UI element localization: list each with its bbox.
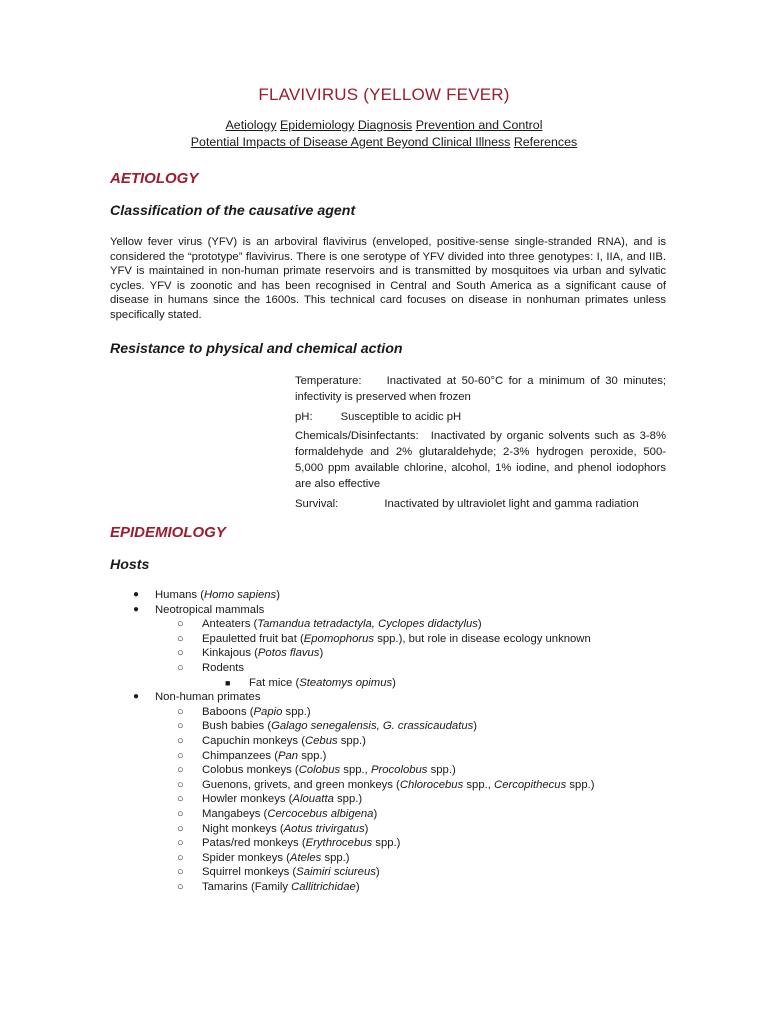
bullet-icon: ○ bbox=[177, 662, 184, 674]
bullet-icon: ○ bbox=[177, 881, 184, 893]
host-list-item-text: Epauletted fruit bat (Epomophorus spp.), but role in disease ecology unknown bbox=[202, 632, 591, 645]
bullet-icon: ○ bbox=[177, 837, 184, 850]
section-nav-row-1 bbox=[0, 118, 768, 132]
host-list-item-text: Bush babies (Galago senegalensis, G. crassicaudatus) bbox=[202, 720, 478, 733]
bullet-icon: ○ bbox=[177, 647, 184, 660]
host-list-item bbox=[177, 632, 591, 647]
survival-value: Inactivated by ultraviolet light and gamma radiation bbox=[384, 497, 639, 510]
bullet-icon: ● bbox=[133, 691, 140, 703]
host-list-item bbox=[133, 603, 264, 618]
bullet-icon: ○ bbox=[177, 866, 184, 879]
classification-paragraph: Yellow fever virus (YFV) is an arboviral flavivirus (enveloped, positive-sense single-stranded RNA), and is considered the “prototype” flavivirus. There is one serotype of YFV divided into three genotypes: I, IIA, and IIB. YFV is maintained in non-human primate reservoirs and is transmitted by mosquitoes via urban and sylvatic cycles. YFV is zoonotic and has been recognised in Central and South America as a significant cause of disease in humans since the 1600s. This technical card focuses on disease in nonhuman primates unless specifically stated. bbox=[110, 236, 666, 321]
nav-link-aetiology[interactable]: Aetiology bbox=[225, 118, 277, 132]
heading-hosts: Hosts bbox=[110, 557, 150, 573]
bullet-icon: ○ bbox=[177, 808, 184, 820]
host-list-item-text: Howler monkeys (Alouatta spp.) bbox=[202, 793, 363, 806]
host-list-item-text: Night monkeys (Aotus trivirgatus) bbox=[202, 822, 369, 835]
host-list-item bbox=[177, 851, 350, 866]
bullet-icon: ○ bbox=[177, 735, 184, 747]
survival-label: Survival: bbox=[295, 497, 339, 510]
host-list-item bbox=[177, 734, 366, 749]
resistance-chemicals bbox=[295, 429, 666, 492]
resistance-survival bbox=[295, 497, 666, 513]
nav-link-diagnosis[interactable]: Diagnosis bbox=[357, 118, 413, 132]
bullet-icon: ○ bbox=[177, 618, 184, 631]
bullet-icon: ■ bbox=[225, 677, 231, 688]
host-list-item bbox=[177, 705, 311, 720]
host-list-item bbox=[177, 661, 244, 676]
host-list-item-text: Mangabeys (Cercocebus albigena) bbox=[202, 808, 378, 820]
resistance-temperature bbox=[295, 374, 666, 406]
host-list-item-text: Colobus monkeys (Colobus spp., Procolobus spp.) bbox=[202, 764, 456, 777]
host-list-item bbox=[177, 880, 360, 895]
host-list-item-text: Anteaters (Tamandua tetradactyla, Cyclopes didactylus) bbox=[202, 618, 482, 631]
host-list-item-text: Neotropical mammals bbox=[155, 603, 265, 616]
host-list-item bbox=[177, 792, 362, 807]
chemicals-label: Chemicals/Disinfectants: bbox=[295, 430, 419, 443]
page-title: FLAVIVIRUS (YELLOW FEVER) bbox=[258, 85, 510, 104]
host-list-item bbox=[177, 763, 456, 778]
heading-aetiology: AETIOLOGY bbox=[110, 170, 199, 187]
bullet-icon: ○ bbox=[177, 851, 184, 864]
nav-link-impacts[interactable]: Potential Impacts of Disease Agent Beyond Clinical Illness bbox=[190, 135, 511, 149]
heading-epidemiology: EPIDEMIOLOGY bbox=[110, 524, 226, 541]
nav-link-prevention[interactable]: Prevention and Control bbox=[415, 118, 543, 132]
host-list-item-text: Non-human primates bbox=[155, 691, 261, 704]
section-nav-row-2 bbox=[0, 135, 768, 149]
nav-link-epidemiology[interactable]: Epidemiology bbox=[279, 118, 355, 132]
host-list-item-text: Humans (Homo sapiens) bbox=[155, 589, 280, 601]
bullet-icon: ○ bbox=[177, 822, 184, 835]
host-list-item-text: Baboons (Papio spp.) bbox=[202, 705, 311, 718]
host-list-item bbox=[133, 690, 260, 705]
bullet-icon: ○ bbox=[177, 705, 184, 718]
bullet-icon: ● bbox=[133, 603, 140, 615]
host-list-item bbox=[177, 646, 323, 661]
bullet-icon: ○ bbox=[177, 793, 184, 806]
host-list-item-text: Patas/red monkeys (Erythrocebus spp.) bbox=[202, 837, 401, 850]
host-list-item bbox=[177, 822, 368, 837]
host-list-item bbox=[225, 676, 396, 691]
host-list-item-text: Tamarins (Family Callitrichidae) bbox=[202, 881, 360, 893]
temperature-label: Temperature: bbox=[295, 375, 362, 387]
heading-classification: Classification of the causative agent bbox=[110, 203, 356, 219]
nav-link-references[interactable]: References bbox=[513, 135, 578, 149]
host-list-item-text: Chimpanzees (Pan spp.) bbox=[202, 749, 327, 762]
resistance-block bbox=[295, 374, 666, 516]
host-list-item-text: Rodents bbox=[202, 662, 245, 674]
host-list-item-text: Guenons, grivets, and green monkeys (Chlorocebus spp., Cercopithecus spp.) bbox=[202, 778, 595, 791]
host-list-item-text: Kinkajous (Potos flavus) bbox=[202, 647, 324, 660]
bullet-icon: ● bbox=[133, 589, 140, 600]
bullet-icon: ○ bbox=[177, 778, 184, 791]
heading-resistance: Resistance to physical and chemical action bbox=[110, 341, 403, 357]
host-list-item bbox=[177, 778, 595, 793]
host-list-item bbox=[133, 588, 280, 603]
host-list-item-text: Fat mice (Steatomys opimus) bbox=[249, 676, 396, 689]
temperature-value: Inactivated at 50-60°C for a minimum of 30 minutes; infectivity is preserved when frozen bbox=[295, 375, 666, 403]
host-list-item bbox=[177, 865, 380, 880]
chemicals-value: Inactivated by organic solvents such as 3-8% formaldehyde and 2% glutaraldehyde; 2-3% hydrogen peroxide, 500-5,000 ppm available chlorine, alcohol, 1% iodine, and phenol iodophors are also effective bbox=[295, 430, 666, 490]
host-list-item-text: Capuchin monkeys (Cebus spp.) bbox=[202, 735, 366, 747]
bullet-icon: ○ bbox=[177, 632, 184, 645]
host-list-item-text: Spider monkeys (Ateles spp.) bbox=[202, 851, 350, 864]
ph-value: Susceptible to acidic pH bbox=[340, 410, 462, 423]
bullet-icon: ○ bbox=[177, 764, 184, 777]
host-list-item bbox=[177, 617, 482, 632]
ph-label: pH: bbox=[295, 410, 313, 423]
host-list-item bbox=[177, 719, 477, 734]
bullet-icon: ○ bbox=[177, 720, 184, 733]
host-list-item-text: Squirrel monkeys (Saimiri sciureus) bbox=[202, 866, 380, 879]
host-list-item bbox=[177, 749, 326, 764]
host-list-item bbox=[177, 807, 377, 822]
host-list-item bbox=[177, 836, 400, 851]
resistance-ph bbox=[295, 410, 666, 426]
bullet-icon: ○ bbox=[177, 749, 184, 762]
